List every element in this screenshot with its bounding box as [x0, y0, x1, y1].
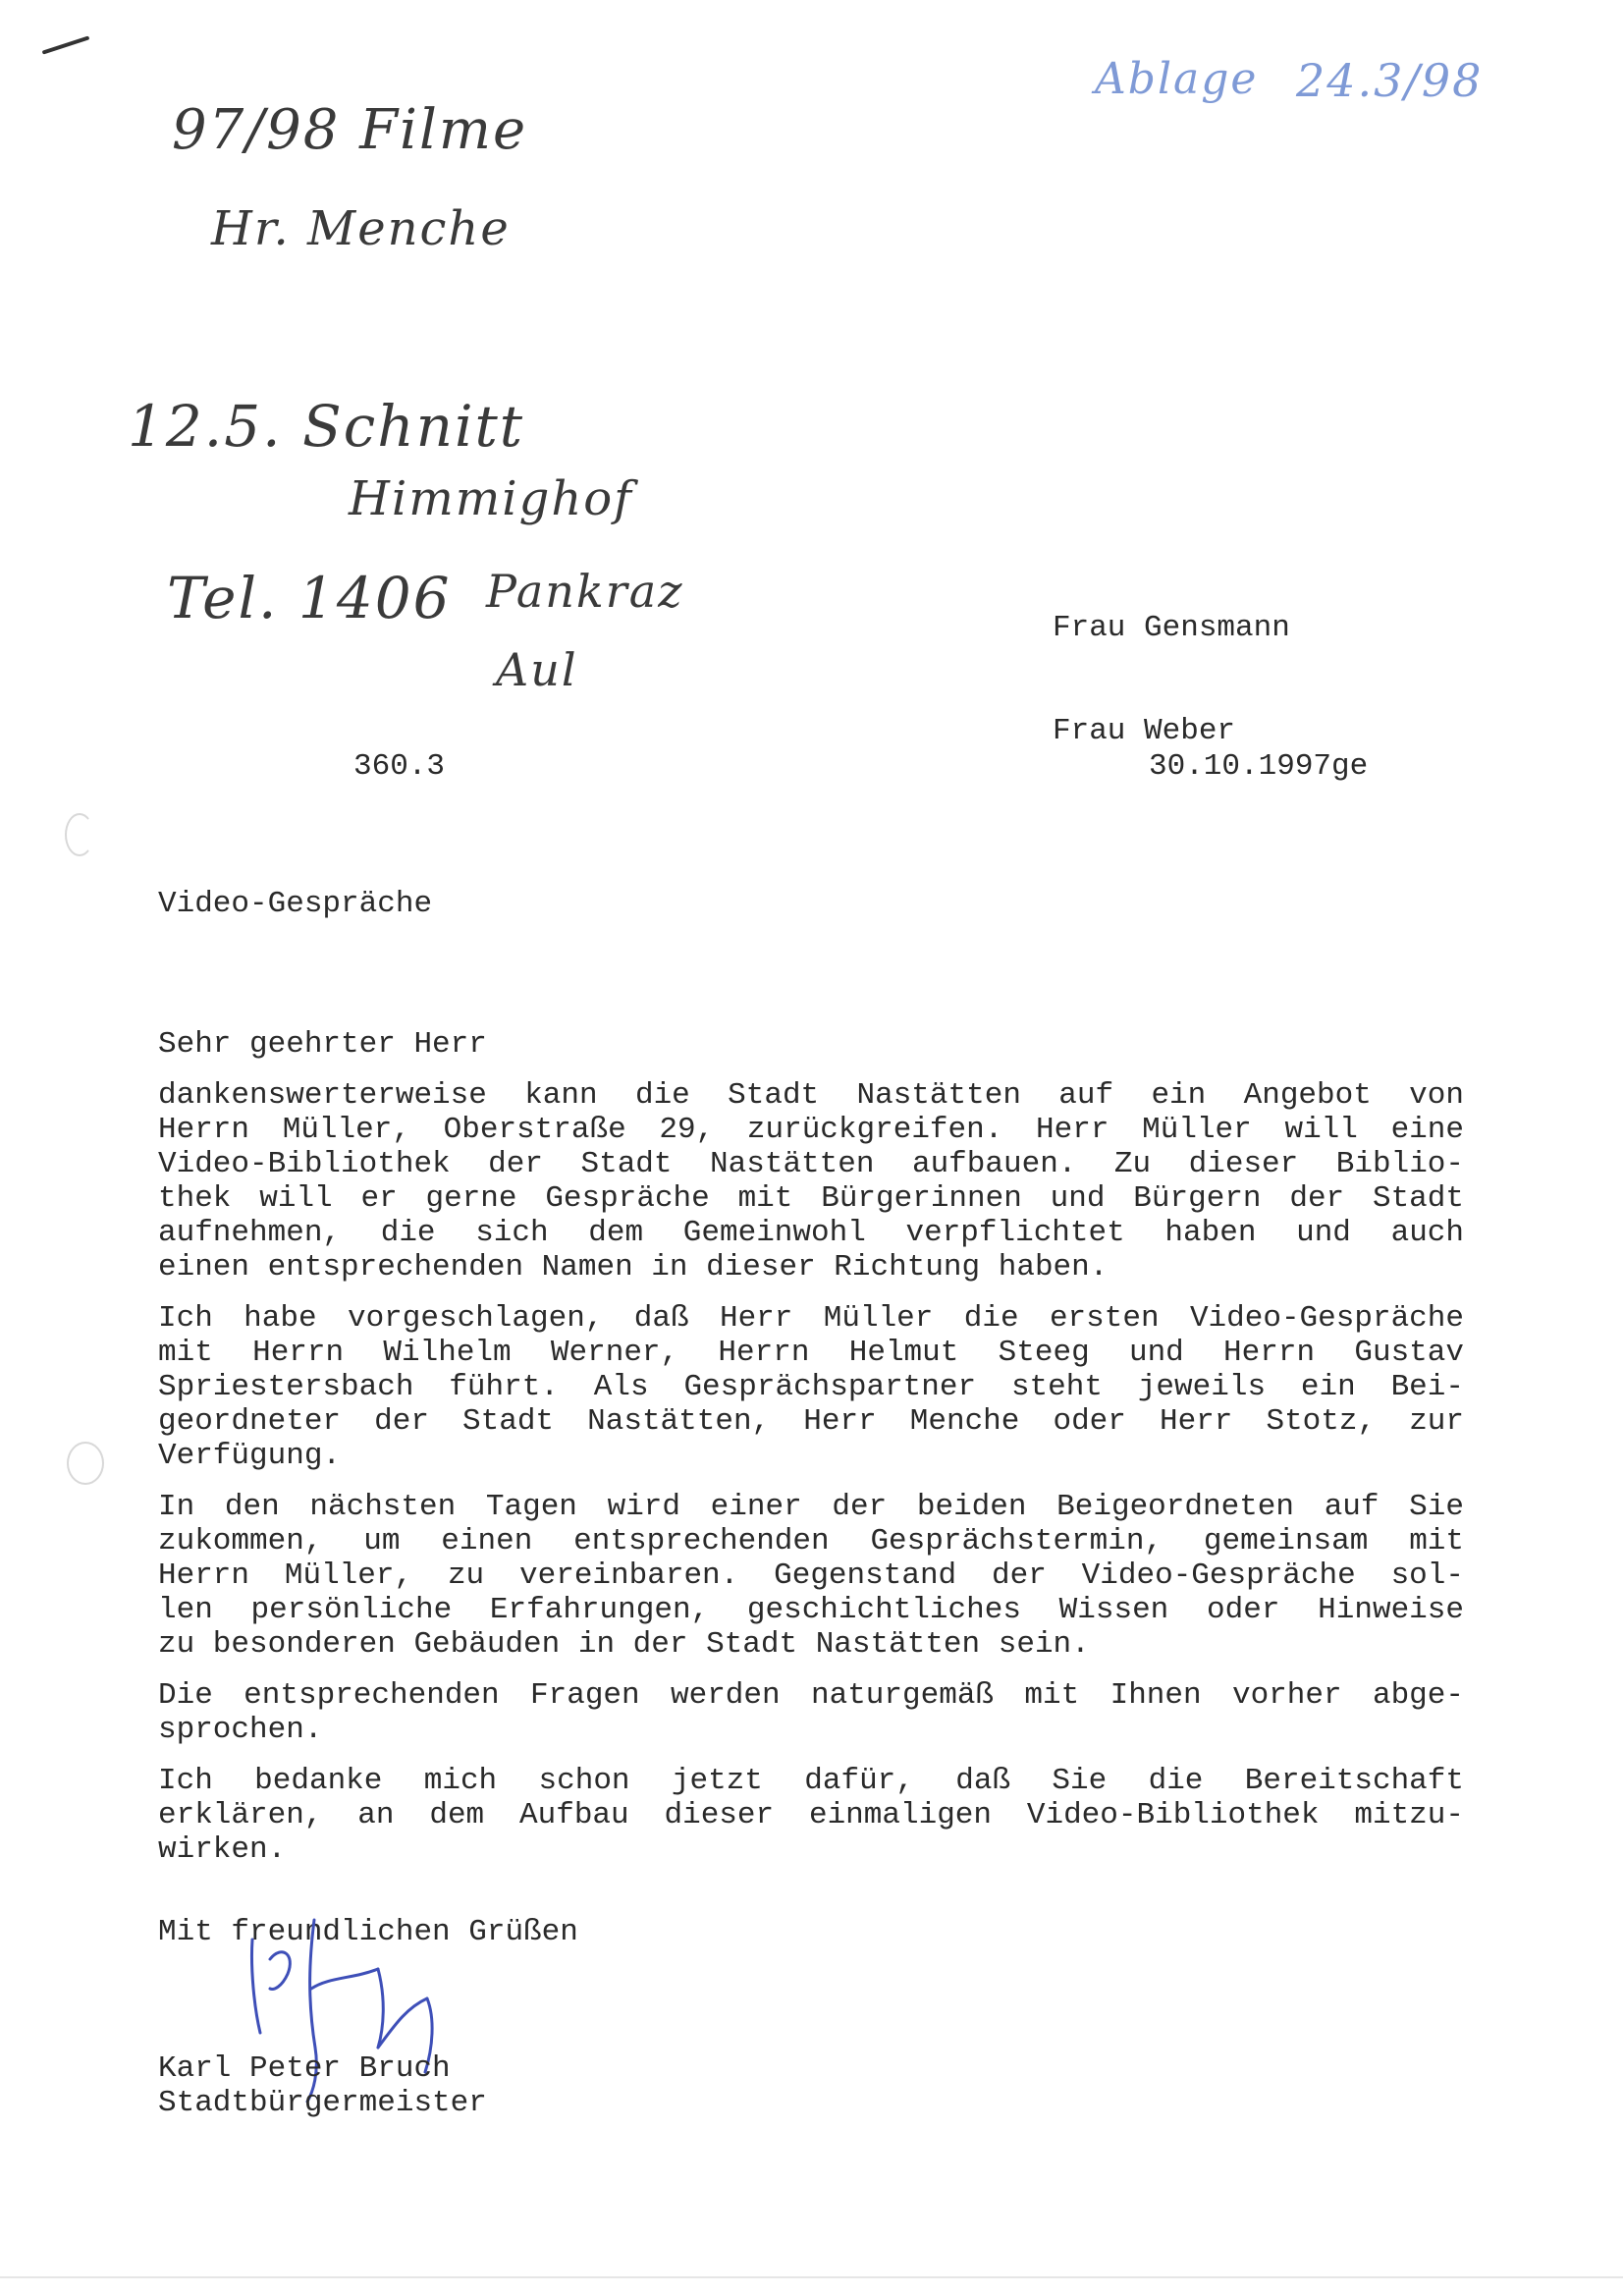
- letter-date: 30.10.1997ge: [1149, 749, 1369, 784]
- scan-edge-line: [0, 2276, 1623, 2278]
- handwritten-note-extra: Pankraz: [486, 565, 684, 618]
- body-line: Herrn Müller, Oberstraße 29, zurückgreifen. Herr Müller will eine: [158, 1113, 1464, 1147]
- body-line: Spriestersbach führt. Als Gesprächspartner steht jeweils ein Bei-: [158, 1370, 1464, 1404]
- pencil-tick-mark: [42, 35, 90, 54]
- body-line: Ich habe vorgeschlagen, daß Herr Müller die ersten Video-Gespräche: [158, 1301, 1464, 1336]
- body-line: In den nächsten Tagen wird einer der beiden Beigeordneten auf Sie: [158, 1490, 1464, 1524]
- body-line: zu besonderen Gebäuden in der Stadt Nastätten sein.: [158, 1627, 1090, 1662]
- letter-closing: Mit freundlichen Grüßen: [158, 1915, 578, 1949]
- body-line: thek will er gerne Gespräche mit Bürgerinnen und Bürgern der Stadt: [158, 1181, 1464, 1216]
- recipient-line: Frau Weber: [1053, 714, 1236, 748]
- body-paragraph: [158, 1678, 1464, 1747]
- body-line: wirken.: [158, 1832, 287, 1867]
- body-line: erklären, an dem Aufbau dieser einmaligen Video-Bibliothek mitzu-: [158, 1798, 1464, 1832]
- recipient-line: Frau Gensmann: [1053, 611, 1290, 645]
- body-line: geordneter der Stadt Nastätten, Herr Menche oder Herr Stotz, zur: [158, 1404, 1464, 1439]
- handwritten-note-place: Himmighof: [349, 471, 633, 526]
- reference-number: 360.3: [353, 749, 446, 784]
- body-line: Die entsprechenden Fragen werden naturgemäß mit Ihnen vorher abge-: [158, 1678, 1464, 1713]
- handwritten-note-extra-2: Aul: [496, 643, 578, 696]
- body-line: Video-Bibliothek der Stadt Nastätten aufbauen. Zu dieser Biblio-: [158, 1147, 1464, 1181]
- body-line: Herrn Müller, zu vereinbaren. Gegenstand der Video-Gespräche sol-: [158, 1558, 1464, 1593]
- handwritten-note-schnitt: 12.5. Schnitt: [128, 393, 525, 460]
- body-paragraph: [158, 1078, 1464, 1285]
- body-line: einen entsprechenden Namen in dieser Richtung haben.: [158, 1250, 1109, 1285]
- body-line: len persönliche Erfahrungen, geschichtliches Wissen oder Hinweise: [158, 1593, 1464, 1627]
- letter-subject: Video-Gespräche: [158, 887, 433, 921]
- body-line: Verfügung.: [158, 1439, 342, 1473]
- body-line: sprochen.: [158, 1713, 323, 1747]
- handwritten-note-filme: 97/98 Filme: [172, 98, 528, 162]
- letter-body: [158, 1078, 1464, 1884]
- body-line: Ich bedanke mich schon jetzt dafür, daß Sie die Bereitschaft: [158, 1764, 1464, 1798]
- body-line: dankenswerterweise kann die Stadt Nastätten auf ein Angebot von: [158, 1078, 1464, 1113]
- signer-title: Stadtbürgermeister: [158, 2086, 487, 2120]
- body-line: zukommen, um einen entsprechenden Gesprächstermin, gemeinsam mit: [158, 1524, 1464, 1558]
- punch-hole-mark: [65, 813, 94, 856]
- body-paragraph: [158, 1764, 1464, 1867]
- handwritten-note-phone: Tel. 1406: [167, 565, 452, 631]
- letter-salutation: Sehr geehrter Herr: [158, 1027, 487, 1062]
- body-paragraph: [158, 1301, 1464, 1473]
- punch-hole-mark: [67, 1442, 104, 1485]
- body-line: aufnehmen, die sich dem Gemeinwohl verpflichtet haben und auch: [158, 1216, 1464, 1250]
- handwritten-stamp-date: 24.3/98: [1296, 54, 1484, 107]
- body-line: mit Herrn Wilhelm Werner, Herrn Helmut Steeg und Herrn Gustav: [158, 1336, 1464, 1370]
- body-paragraph: [158, 1490, 1464, 1662]
- handwritten-note-name: Hr. Menche: [211, 201, 511, 256]
- handwritten-stamp-label: Ablage: [1095, 54, 1259, 104]
- signer-name: Karl Peter Bruch: [158, 2051, 451, 2086]
